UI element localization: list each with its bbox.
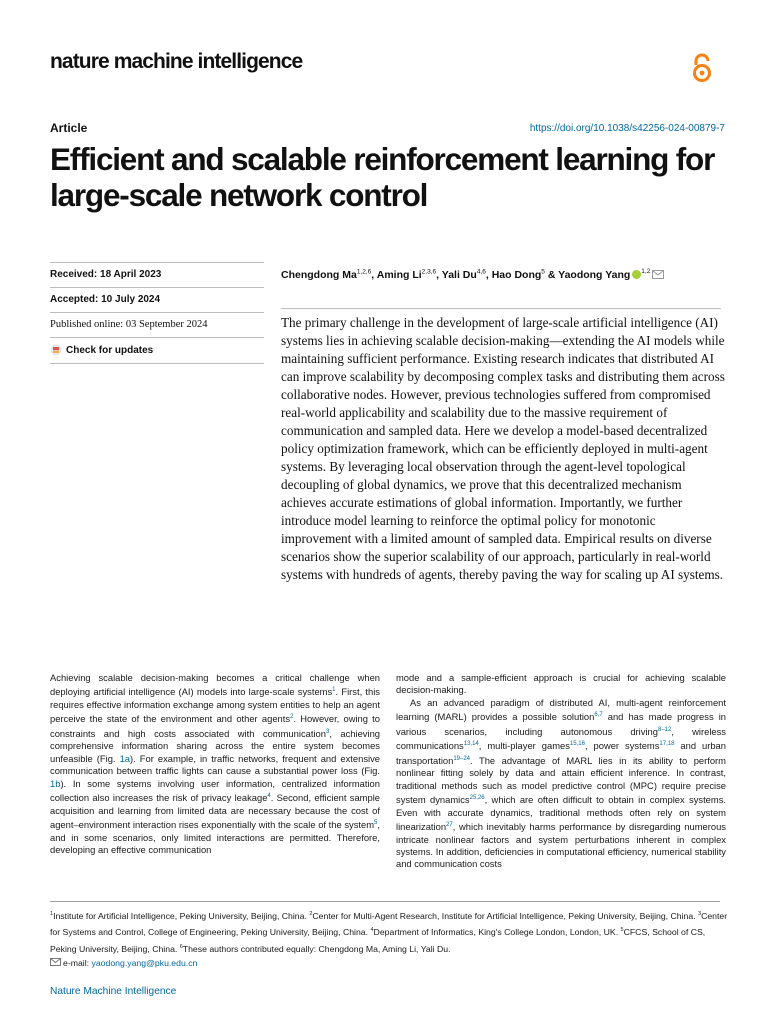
author-name: Yali Du [441, 268, 477, 281]
article-type-label: Article [50, 121, 88, 135]
author-affiliation-sup: 4,6 [476, 268, 486, 275]
check-for-updates-row [50, 337, 264, 364]
email-label: e-mail: [63, 957, 92, 968]
abstract: The primary challenge in the development of large-scale artificial intelligence (AI) systems lies in achieving scalable decision-making—extending the AI models while maintaining sufficient performance. Existing research indicates that distributed AI can improve scalability by decomposing complex tasks and distributing them across collaborative nodes. However, previous technologies suffered from compromised real-world applicability and scalability due to the massive requirement of communication and sampled data. Here we develop a model-based decentralized policy optimization framework, which can be efficiently deployed in multi-agent systems. By leveraging local observation through the agent-level topological decoupling of global dynamics, we prove that this decentralized mechanism achieves accurate estimations of global information. Importantly, we further introduce model learning to reinforce the optimal policy for monotonic improvement with a limited amount of sampled data. Empirical results on diverse scenarios show the superior scalability of our approach, particularly in real-world systems with hundreds of agents, thereby paving the way for scaling up AI systems. [281, 315, 725, 582]
article-dates [50, 262, 264, 364]
citation-sup[interactable]: 1 [332, 687, 336, 694]
abstract-divider [281, 308, 721, 309]
affiliation-sup: 2 [309, 911, 313, 917]
author-name: Yaodong Yang [558, 268, 631, 281]
author-affiliation-sup: 5 [541, 268, 545, 275]
figure-link[interactable]: 1b [50, 777, 61, 789]
body-paragraph: mode and a sample-efficient approach is crucial for achieving scalable decision-making. [396, 672, 726, 696]
doi-link[interactable]: https://doi.org/10.1038/s42256-024-00879-7 [529, 123, 725, 134]
check-for-updates-button[interactable] [50, 344, 153, 356]
author-list: Chengdong Ma$^{1,2,6}$, Aming Li$^{2,3,6}$, Yali Du$^{4,6}$, Hao Dong$^5$ & Yaodong Yang $^{1,2}$ [281, 268, 741, 281]
author-affiliation-sup: 2,3,6 [421, 268, 437, 275]
affiliation-sup: 5 [620, 927, 624, 934]
email-link[interactable]: yaodong.yang@pku.edu.cn [91, 957, 198, 968]
author-name: Aming Li [376, 268, 422, 281]
citation-sup[interactable]: 6,7 [594, 712, 603, 719]
figure-link[interactable]: 1a [119, 752, 131, 764]
author-name: Hao Dong [491, 268, 542, 281]
body-paragraph: Achieving scalable decision-making becomes a critical challenge when deploying artificial intelligence (AI) models into large-scale systems$^1$. First, this requires effective information exchange among system entities to help an agent perceive the state of the environment and other agents$^2$. However, owing to constraints and high costs associated with communication$^3$, achieving comprehensive information sharing across the entire system becomes unfeasible (Fig. 1a). For example, in traffic networks, frequent and extensive communication between traffic lights can cause a substantial power loss (Fig. 1b). In some systems involving user information, centralized information collection also increases the risk of privacy leakage$^4$. Second, efficient sample acquisition and learning from limited data are necessary because the cost of agent–environment interaction rises exponentially with the scale of the system$^5$, and in some scenarios, only limited interactions are permitted. Therefore, developing an effective communication [50, 672, 381, 855]
body-column-left [50, 672, 380, 856]
body-paragraph: As an advanced paradigm of distributed AI, multi-agent reinforcement learning (MARL) provides a possible solution$^{6,7}$ and has made progress in various scenarios, including autonomous driving$^{8-12}$, wireless communications$^{13,14}$, multi-player games$^{15,16}$, power systems$^{17,18}$ and urban transportation$^{19-24}$. The advantage of MARL lies in its ability to perform nonlinear fitting solely by data and attain efficient inference. In contrast, traditional methods such as model predictive control (MPC) require precise system dynamics$^{25,26}$, which are often difficult to obtain in complex systems. Even with accurate dynamics, traditional methods often rely on system linearization$^{27}$, which inevitably harms performance by disregarding numerous intricate nonlinear factors and system perturbations inherent in complex systems. In addition, deficiencies in computational efficiency, numerical stability and communication costs [396, 696, 726, 870]
footnotes [50, 907, 730, 970]
affiliation-sup: 4 [370, 927, 374, 934]
footer-journal-name: Nature Machine Intelligence [50, 986, 177, 997]
check-for-updates-label: Check for updates [66, 344, 154, 356]
footnote-divider [50, 901, 720, 902]
author-affiliation-sup: 1,2 [641, 268, 651, 275]
mail-icon[interactable] [652, 270, 664, 279]
author-name: Chengdong Ma [281, 268, 357, 281]
journal-name: nature machine intelligence [50, 50, 303, 73]
citation-sup[interactable]: 2 [290, 714, 294, 721]
citation-sup[interactable]: 5 [374, 819, 378, 826]
citation-sup[interactable]: 4 [267, 793, 271, 800]
citation-sup[interactable]: 8–12 [657, 726, 672, 733]
citation-sup[interactable]: 25,26 [469, 795, 485, 802]
citation-sup[interactable]: 13,14 [463, 741, 479, 748]
affiliation-sup: 1 [50, 911, 54, 917]
envelope-icon [50, 958, 61, 966]
citation-sup[interactable]: 19–24 [453, 755, 471, 762]
citation-sup[interactable]: 17,18 [659, 741, 675, 748]
citation-sup[interactable]: 15,16 [569, 741, 585, 748]
open-access-icon [690, 53, 714, 83]
affiliation-sup: 3 [698, 911, 702, 917]
article-title: Efficient and scalable reinforcement learning for large-scale network control [50, 141, 715, 213]
accepted-date: Accepted: 10 July 2024 [50, 287, 264, 312]
citation-sup[interactable]: 27 [446, 822, 453, 829]
citation-sup[interactable]: 3 [325, 728, 330, 735]
received-date: Received: 18 April 2023 [50, 262, 264, 287]
journal-header [50, 50, 718, 90]
body-column-right [396, 672, 726, 871]
check-for-updates-icon [50, 344, 62, 356]
correspondence [50, 956, 730, 970]
orcid-icon[interactable] [632, 270, 641, 279]
author-affiliation-sup: 1,2,6 [356, 268, 372, 275]
published-date: Published online: 03 September 2024 [50, 312, 264, 337]
affiliation-sup: 6 [179, 943, 183, 950]
affiliations: $^1$Institute for Artificial Intelligence, Peking University, Beijing, China. $^2$Center for Multi-Agent Research, Institute for Artificial Intelligence, Peking University, Beijing, China. $^3$Center for Systems and Control, College of Engineering, Peking University, Beijing, China. $^4$Department of Informatics, King's College London, London, UK. $^5$CFCS, School of CS, Peking University, Beijing, China. $^6$These authors contributed equally: Chengdong Ma, Aming Li, Yali Du. [50, 910, 728, 954]
